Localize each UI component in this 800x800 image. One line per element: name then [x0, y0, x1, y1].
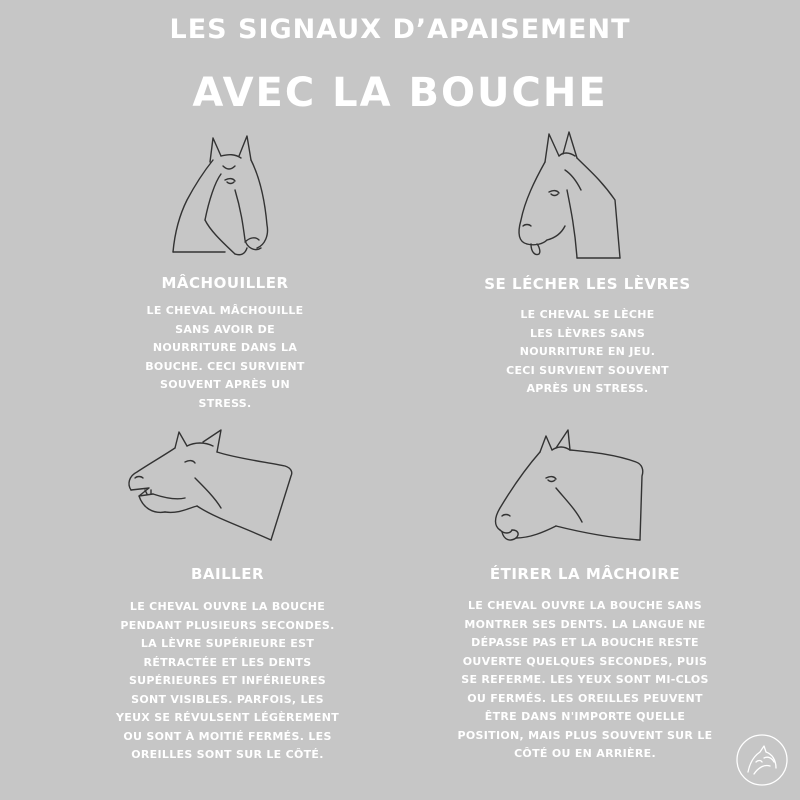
horse-yawning-illustration [125, 428, 295, 543]
page-subtitle: AVEC LA BOUCHE [192, 70, 608, 116]
desc-line: BOUCHE. CECI SURVIENT [145, 359, 305, 373]
desc-line: OREILLES SONT SUR LE CÔTÉ. [131, 748, 324, 761]
desc-line: SANS AVOIR DE [175, 322, 275, 336]
horse-jaw-stretch-illustration [490, 428, 650, 548]
desc-line: NOURRITURE EN JEU. [519, 345, 656, 358]
desc-line: SONT VISIBLES. PARFOIS, LES [131, 692, 324, 706]
desc-line: SUPÉRIEURES ET INFÉRIEURES [128, 674, 327, 687]
desc-line: MONTRER SES DENTS. LA LANGUE NE [464, 617, 706, 631]
desc-line: SOUVENT APRÈS UN [159, 378, 291, 391]
desc-jaw-stretch [435, 597, 735, 764]
desc-line: RÉTRACTÉE ET LES DENTS [143, 655, 312, 669]
desc-line: CECI SURVIENT SOUVENT [506, 363, 669, 377]
desc-line: OU FERMÉS. LES OREILLES PEUVENT [467, 691, 703, 705]
desc-line: STRESS. [198, 396, 252, 410]
desc-line: POSITION, MAIS PLUS SOUVENT SUR LE [457, 728, 713, 742]
desc-line: LE CHEVAL MÂCHOUILLE [146, 304, 304, 317]
desc-line: ÊTRE DANS N'IMPORTE QUELLE [484, 710, 686, 723]
heading-yawning: BAILLER [190, 565, 265, 583]
heading-chewing: MÂCHOUILLER [161, 274, 289, 292]
desc-licking [460, 306, 715, 399]
horse-licking-illustration [505, 130, 630, 265]
desc-line: LE CHEVAL OUVRE LA BOUCHE SANS [467, 599, 703, 612]
desc-line: OUVERTE QUELQUES SECONDES, PUIS [462, 654, 708, 668]
desc-line: PENDANT PLUSIEURS SECONDES. [120, 618, 335, 632]
desc-line: OU SONT À MOITIÉ FERMÉS. LES [123, 729, 332, 743]
desc-line: NOURRITURE DANS LA [152, 341, 298, 354]
desc-line: LE CHEVAL OUVRE LA BOUCHE [129, 600, 326, 613]
desc-line: CÔTÉ OU EN ARRIÈRE. [514, 747, 656, 760]
author-logo-icon [734, 732, 790, 792]
desc-yawning [100, 598, 355, 765]
desc-line: APRÈS UN STRESS. [526, 382, 649, 395]
desc-line: DÉPASSE PAS ET LA BOUCHE RESTE [471, 636, 699, 649]
desc-line: LES LÈVRES SANS [529, 326, 646, 340]
page-title: LES SIGNAUX D’APAISEMENT [169, 14, 631, 45]
desc-line: LA LÈVRE SUPÉRIEURE EST [140, 637, 315, 650]
heading-licking: SE LÉCHER LES LÈVRES [484, 275, 691, 293]
heading-jaw-stretch: ÉTIRER LA MÂCHOIRE [489, 565, 681, 583]
desc-chewing [110, 302, 340, 413]
desc-line: SE REFERME. LES YEUX SONT MI-CLOS [461, 673, 709, 686]
horse-chewing-illustration [165, 130, 280, 260]
desc-line: LE CHEVAL SE LÈCHE [520, 308, 655, 321]
desc-line: YEUX SE RÉVULSENT LÉGÈREMENT [115, 711, 340, 724]
